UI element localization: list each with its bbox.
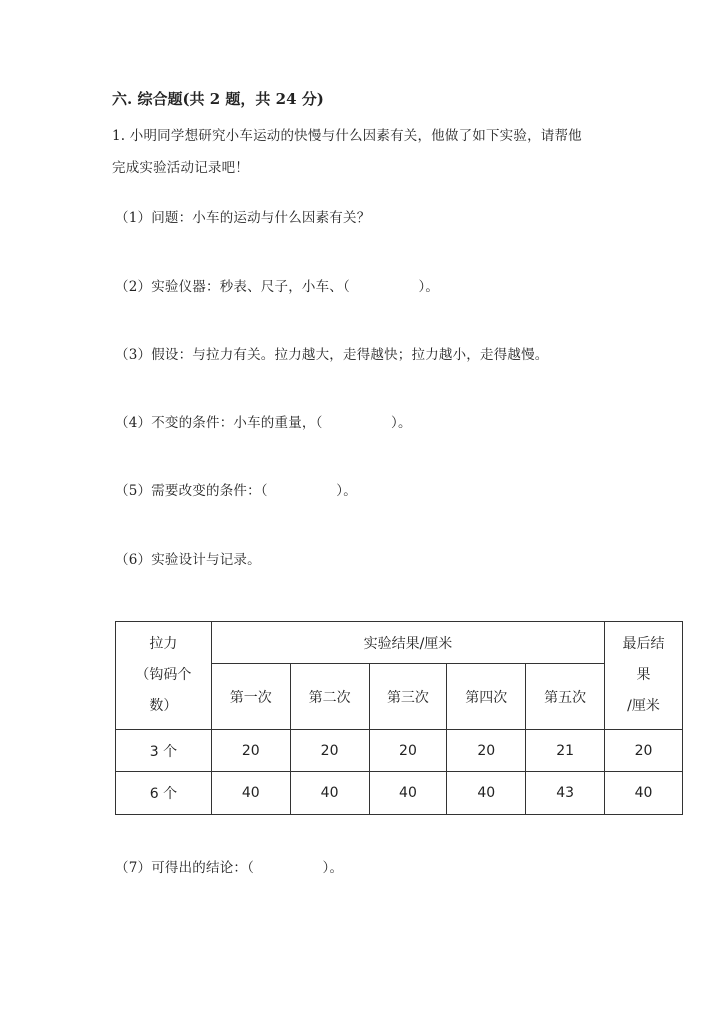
results-header: 实验结果/厘米: [211, 622, 604, 664]
value-cell: 20: [211, 730, 290, 772]
trial-header: 第三次: [369, 664, 447, 730]
final-header-line: 果: [636, 667, 651, 683]
question-stem-line-1: 1. 小明同学想研究小车运动的快慢与什么因素有关，他做了如下实验，请帮他: [112, 128, 582, 144]
question-stem-line-2: 完成实验活动记录吧！: [112, 160, 249, 176]
value-cell: 40: [290, 772, 369, 815]
experiment-record-table: [115, 621, 683, 815]
force-header-line: 数）: [149, 698, 178, 714]
value-cell: 43: [526, 772, 605, 815]
force-cell: 6 个: [116, 772, 212, 815]
trial-header: 第五次: [526, 664, 605, 730]
force-header: [116, 622, 212, 730]
trial-header: 第四次: [447, 664, 526, 730]
final-cell: 20: [605, 730, 683, 772]
final-result-header: [605, 622, 683, 730]
final-header-line: /厘米: [627, 698, 660, 714]
value-cell: 20: [447, 730, 526, 772]
trial-header: 第二次: [290, 664, 369, 730]
section-title: 六. 综合题(共 2 题，共 24 分): [112, 90, 324, 108]
force-cell: 3 个: [116, 730, 212, 772]
item-3-hypothesis: （3）假设：与拉力有关。拉力越大，走得越快；拉力越小，走得越慢。: [115, 347, 549, 363]
force-header-line: 拉力: [149, 636, 178, 652]
item-5-variable-conditions: （5）需要改变的条件：（ ）。: [115, 483, 357, 499]
table-row: [116, 730, 683, 772]
final-cell: 40: [605, 772, 683, 815]
item-7-conclusion: （7）可得出的结论：（ ）。: [115, 860, 344, 876]
item-6-design: （6）实验设计与记录。: [115, 552, 261, 568]
table-row: [116, 772, 683, 815]
item-4-constant-conditions: （4）不变的条件：小车的重量，（ ）。: [115, 415, 412, 431]
value-cell: 20: [290, 730, 369, 772]
item-2-instruments: （2）实验仪器：秒表、尺子，小车、（ ）。: [115, 279, 440, 295]
trial-header: 第一次: [211, 664, 290, 730]
value-cell: 21: [526, 730, 605, 772]
value-cell: 40: [211, 772, 290, 815]
force-header-line: （钩码个: [135, 667, 192, 683]
item-1-question: （1）问题：小车的运动与什么因素有关？: [115, 210, 371, 226]
value-cell: 40: [447, 772, 526, 815]
final-header-line: 最后结: [622, 636, 665, 652]
value-cell: 20: [369, 730, 447, 772]
value-cell: 40: [369, 772, 447, 815]
